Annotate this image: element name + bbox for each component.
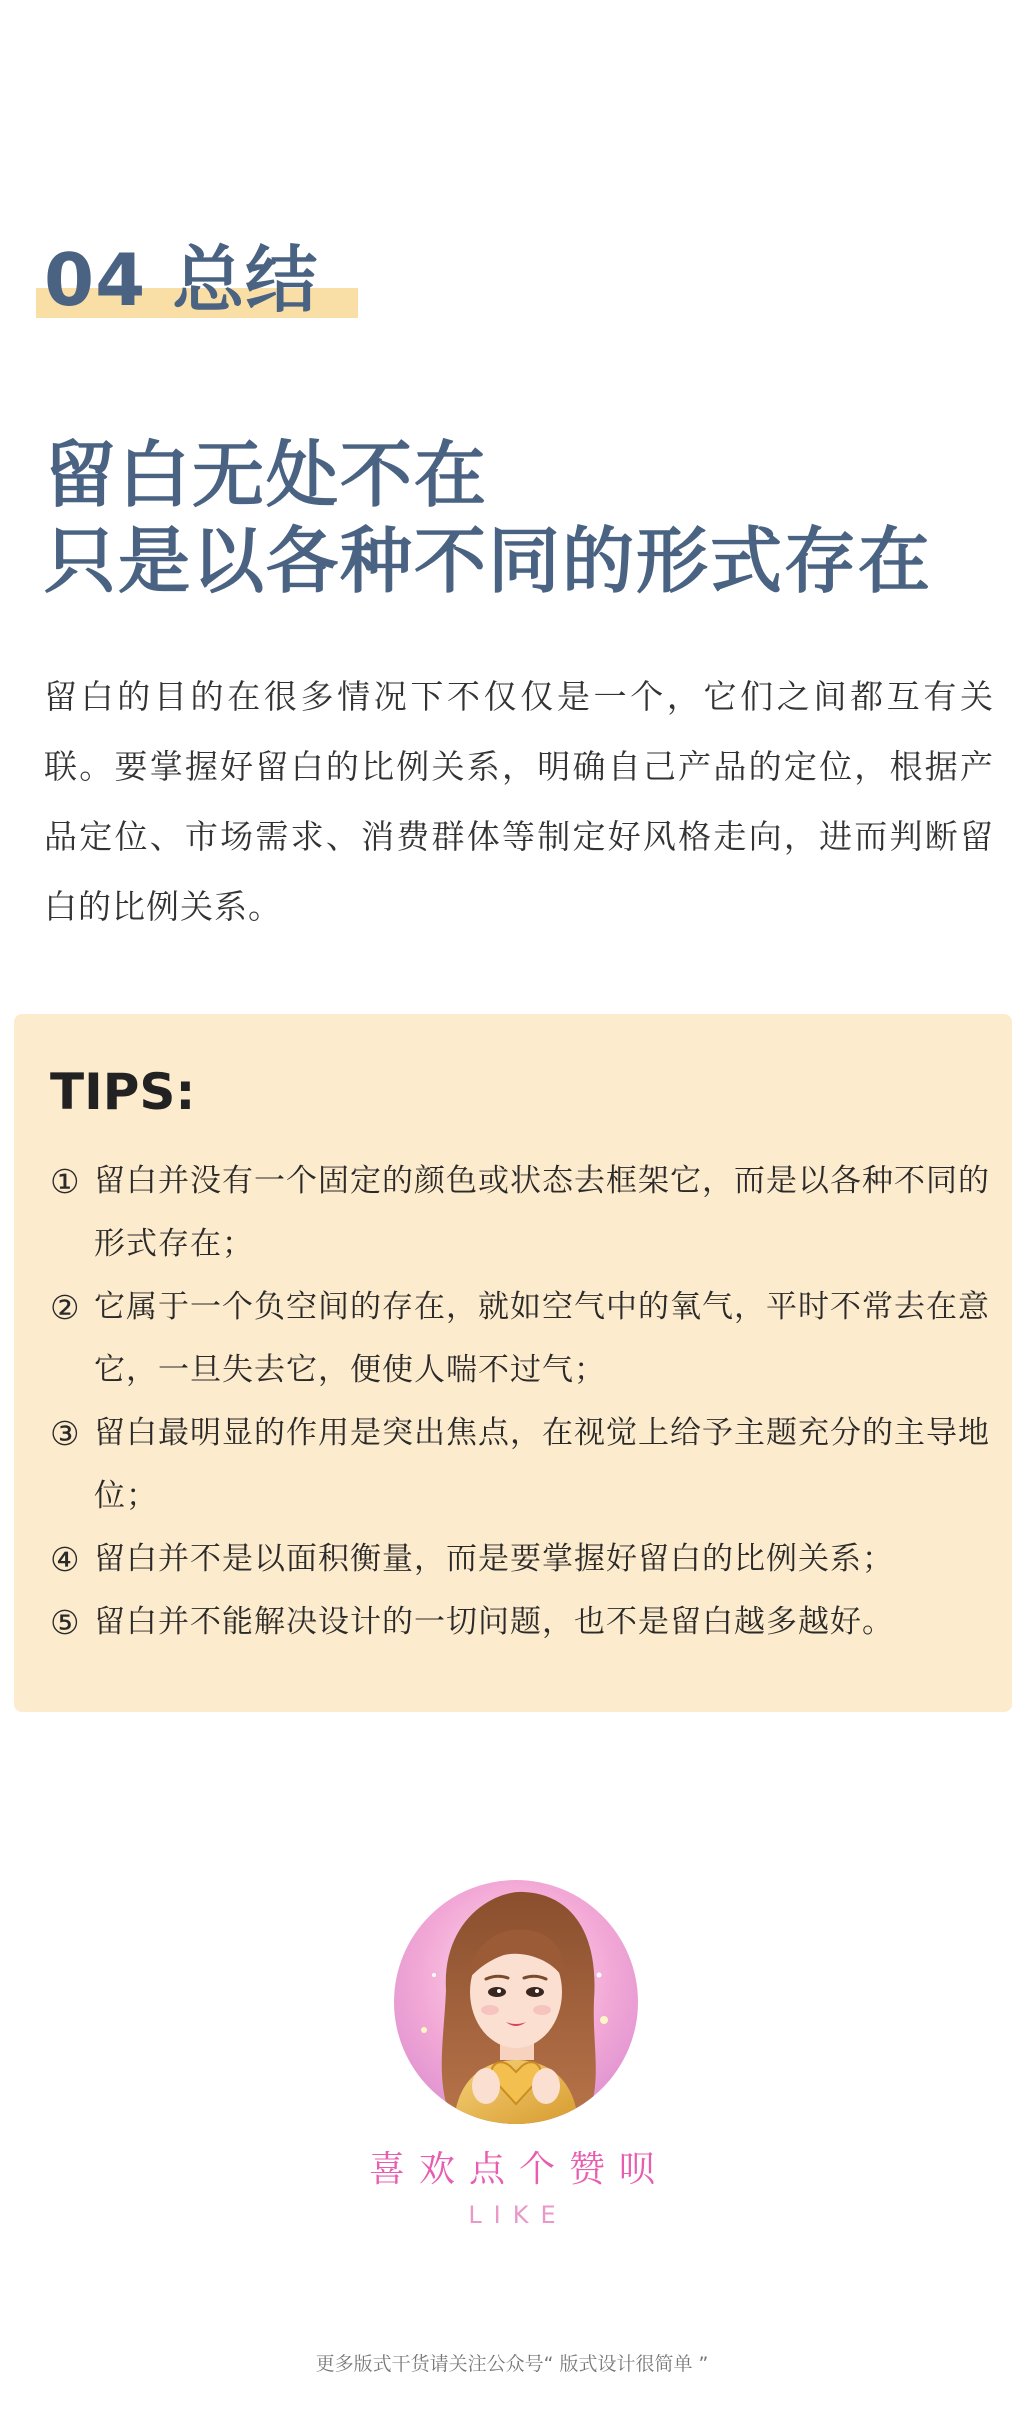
tips-card <box>14 1014 1012 1712</box>
like-subtext: LIKE <box>468 2201 568 2229</box>
section-heading <box>44 240 318 320</box>
tip-text: 留白最明显的作用是突出焦点，在视觉上给予主题充分的主导地位； <box>94 1415 990 1514</box>
tips-title: TIPS: <box>50 1063 196 1121</box>
tip-item <box>50 1528 1008 1591</box>
tip-number: ⑤ <box>50 1603 81 1642</box>
tip-number: ④ <box>50 1540 81 1579</box>
headline <box>44 432 1004 604</box>
avatar <box>394 1880 638 2124</box>
tip-item <box>50 1402 1008 1528</box>
tip-number: ② <box>50 1288 81 1327</box>
footer-note: 更多版式干货请关注公众号“ 版式设计很简单 ” <box>315 2353 709 2375</box>
section-heading-text: 04 总结 <box>44 238 319 322</box>
headline-line-1: 留白无处不在 <box>44 433 489 517</box>
tip-item <box>50 1591 1008 1654</box>
tip-number: ③ <box>50 1414 81 1453</box>
tip-item <box>50 1150 1008 1276</box>
tip-text: 它属于一个负空间的存在，就如空气中的氧气，平时不常去在意它，一旦失去它，便使人喘不过气； <box>94 1289 990 1388</box>
tip-text: 留白并不是以面积衡量，而是要掌握好留白的比例关系； <box>94 1541 894 1577</box>
like-text: 喜欢点个赞呗 <box>368 2149 669 2190</box>
headline-line-2: 只是以各种不同的形式存在 <box>44 519 933 603</box>
tip-text: 留白并不能解决设计的一切问题，也不是留白越多越好。 <box>94 1604 894 1640</box>
tip-text: 留白并没有一个固定的颜色或状态去框架它，而是以各种不同的形式存在； <box>94 1163 990 1262</box>
avatar-portrait-icon <box>394 1880 638 2124</box>
tips-list <box>50 1150 1008 1654</box>
tip-item <box>50 1276 1008 1402</box>
intro-paragraph: 留白的目的在很多情况下不仅仅是一个，它们之间都互有关联。要掌握好留白的比例关系，明确自己产品的定位，根据产品定位、市场需求、消费群体等制定好风格走向，进而判断留白的比例关系。 <box>44 677 994 926</box>
tip-number: ① <box>50 1162 81 1201</box>
